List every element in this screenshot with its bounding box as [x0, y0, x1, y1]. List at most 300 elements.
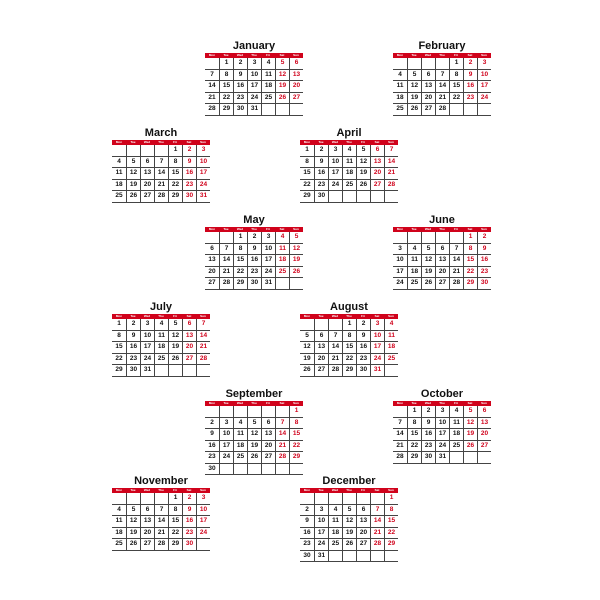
day-cell[interactable]: 14: [435, 81, 449, 93]
day-cell[interactable]: 23: [314, 180, 328, 192]
day-cell[interactable]: 29: [407, 452, 421, 464]
day-cell[interactable]: 24: [140, 354, 154, 366]
day-cell[interactable]: 20: [182, 342, 196, 354]
day-cell[interactable]: 29: [168, 539, 182, 551]
day-cell[interactable]: 16: [205, 441, 219, 453]
day-cell[interactable]: 22: [233, 267, 247, 279]
day-cell[interactable]: 28: [328, 365, 342, 377]
day-cell[interactable]: 15: [407, 429, 421, 441]
day-cell[interactable]: 14: [219, 255, 233, 267]
day-cell[interactable]: 11: [261, 70, 275, 82]
day-cell[interactable]: 2: [477, 232, 491, 244]
day-cell[interactable]: 17: [477, 81, 491, 93]
day-cell[interactable]: 5: [421, 244, 435, 256]
day-cell[interactable]: 14: [154, 516, 168, 528]
day-cell[interactable]: 17: [328, 168, 342, 180]
day-cell[interactable]: 1: [300, 145, 314, 157]
day-cell[interactable]: 7: [370, 505, 384, 517]
day-cell[interactable]: 7: [393, 418, 407, 430]
day-cell[interactable]: 9: [463, 70, 477, 82]
day-cell[interactable]: 16: [300, 528, 314, 540]
day-cell[interactable]: 27: [140, 191, 154, 203]
day-cell[interactable]: 18: [449, 429, 463, 441]
day-cell[interactable]: 12: [356, 157, 370, 169]
day-cell[interactable]: 21: [393, 441, 407, 453]
day-cell[interactable]: 18: [112, 180, 126, 192]
day-cell[interactable]: 13: [314, 342, 328, 354]
day-cell[interactable]: 11: [407, 255, 421, 267]
day-cell[interactable]: 20: [140, 528, 154, 540]
day-cell[interactable]: 13: [477, 418, 491, 430]
day-cell[interactable]: 28: [435, 104, 449, 116]
day-cell[interactable]: 7: [219, 244, 233, 256]
day-cell[interactable]: 28: [384, 180, 398, 192]
day-cell[interactable]: 31: [196, 191, 210, 203]
day-cell[interactable]: 24: [328, 180, 342, 192]
day-cell[interactable]: 22: [219, 93, 233, 105]
day-cell[interactable]: 11: [342, 157, 356, 169]
day-cell[interactable]: 27: [205, 278, 219, 290]
day-cell[interactable]: 20: [435, 267, 449, 279]
day-cell[interactable]: 16: [233, 81, 247, 93]
day-cell[interactable]: 19: [168, 342, 182, 354]
day-cell[interactable]: 4: [275, 232, 289, 244]
day-cell[interactable]: 5: [126, 157, 140, 169]
day-cell[interactable]: 21: [219, 267, 233, 279]
day-cell[interactable]: 16: [463, 81, 477, 93]
day-cell[interactable]: 20: [261, 441, 275, 453]
day-cell[interactable]: 13: [205, 255, 219, 267]
day-cell[interactable]: 15: [463, 255, 477, 267]
day-cell[interactable]: 14: [275, 429, 289, 441]
day-cell[interactable]: 9: [300, 516, 314, 528]
day-cell[interactable]: 28: [205, 104, 219, 116]
day-cell[interactable]: 3: [477, 58, 491, 70]
day-cell[interactable]: 1: [168, 145, 182, 157]
day-cell[interactable]: 3: [435, 406, 449, 418]
day-cell[interactable]: 6: [370, 145, 384, 157]
day-cell[interactable]: 10: [370, 331, 384, 343]
day-cell[interactable]: 11: [233, 429, 247, 441]
day-cell[interactable]: 24: [196, 528, 210, 540]
day-cell[interactable]: 23: [233, 93, 247, 105]
day-cell[interactable]: 24: [477, 93, 491, 105]
day-cell[interactable]: 31: [140, 365, 154, 377]
day-cell[interactable]: 13: [421, 81, 435, 93]
day-cell[interactable]: 4: [449, 406, 463, 418]
day-cell[interactable]: 10: [393, 255, 407, 267]
day-cell[interactable]: 21: [328, 354, 342, 366]
day-cell[interactable]: 21: [154, 528, 168, 540]
day-cell[interactable]: 17: [370, 342, 384, 354]
day-cell[interactable]: 7: [196, 319, 210, 331]
day-cell[interactable]: 24: [219, 452, 233, 464]
day-cell[interactable]: 18: [261, 81, 275, 93]
day-cell[interactable]: 25: [261, 93, 275, 105]
day-cell[interactable]: 27: [261, 452, 275, 464]
day-cell[interactable]: 3: [196, 493, 210, 505]
day-cell[interactable]: 12: [247, 429, 261, 441]
day-cell[interactable]: 8: [112, 331, 126, 343]
day-cell[interactable]: 28: [449, 278, 463, 290]
day-cell[interactable]: 27: [370, 180, 384, 192]
day-cell[interactable]: 8: [342, 331, 356, 343]
day-cell[interactable]: 28: [154, 191, 168, 203]
day-cell[interactable]: 9: [356, 331, 370, 343]
day-cell[interactable]: 9: [182, 157, 196, 169]
day-cell[interactable]: 1: [463, 232, 477, 244]
day-cell[interactable]: 26: [463, 441, 477, 453]
day-cell[interactable]: 27: [356, 539, 370, 551]
day-cell[interactable]: 8: [300, 157, 314, 169]
day-cell[interactable]: 19: [300, 354, 314, 366]
day-cell[interactable]: 26: [421, 278, 435, 290]
day-cell[interactable]: 15: [168, 168, 182, 180]
day-cell[interactable]: 13: [356, 516, 370, 528]
day-cell[interactable]: 18: [393, 93, 407, 105]
day-cell[interactable]: 16: [126, 342, 140, 354]
day-cell[interactable]: 22: [449, 93, 463, 105]
day-cell[interactable]: 19: [126, 180, 140, 192]
day-cell[interactable]: 20: [421, 93, 435, 105]
day-cell[interactable]: 14: [205, 81, 219, 93]
day-cell[interactable]: 8: [463, 244, 477, 256]
day-cell[interactable]: 21: [205, 93, 219, 105]
day-cell[interactable]: 26: [126, 191, 140, 203]
day-cell[interactable]: 14: [196, 331, 210, 343]
day-cell[interactable]: 15: [233, 255, 247, 267]
day-cell[interactable]: 5: [407, 70, 421, 82]
day-cell[interactable]: 4: [233, 418, 247, 430]
day-cell[interactable]: 18: [407, 267, 421, 279]
day-cell[interactable]: 26: [356, 180, 370, 192]
day-cell[interactable]: 25: [112, 539, 126, 551]
day-cell[interactable]: 13: [261, 429, 275, 441]
day-cell[interactable]: 12: [342, 516, 356, 528]
day-cell[interactable]: 6: [314, 331, 328, 343]
day-cell[interactable]: 15: [219, 81, 233, 93]
day-cell[interactable]: 27: [182, 354, 196, 366]
day-cell[interactable]: 4: [154, 319, 168, 331]
day-cell[interactable]: 19: [275, 81, 289, 93]
day-cell[interactable]: 9: [421, 418, 435, 430]
day-cell[interactable]: 9: [126, 331, 140, 343]
day-cell[interactable]: 26: [275, 93, 289, 105]
day-cell[interactable]: 31: [314, 551, 328, 563]
day-cell[interactable]: 12: [289, 244, 303, 256]
day-cell[interactable]: 17: [196, 516, 210, 528]
day-cell[interactable]: 22: [463, 267, 477, 279]
day-cell[interactable]: 3: [328, 145, 342, 157]
day-cell[interactable]: 11: [393, 81, 407, 93]
day-cell[interactable]: 9: [233, 70, 247, 82]
day-cell[interactable]: 3: [196, 145, 210, 157]
day-cell[interactable]: 13: [289, 70, 303, 82]
day-cell[interactable]: 15: [112, 342, 126, 354]
day-cell[interactable]: 4: [384, 319, 398, 331]
day-cell[interactable]: 4: [112, 505, 126, 517]
day-cell[interactable]: 3: [314, 505, 328, 517]
day-cell[interactable]: 7: [435, 70, 449, 82]
day-cell[interactable]: 8: [407, 418, 421, 430]
day-cell[interactable]: 21: [196, 342, 210, 354]
day-cell[interactable]: 18: [233, 441, 247, 453]
day-cell[interactable]: 11: [449, 418, 463, 430]
day-cell[interactable]: 24: [435, 441, 449, 453]
day-cell[interactable]: 26: [407, 104, 421, 116]
day-cell[interactable]: 25: [393, 104, 407, 116]
day-cell[interactable]: 6: [182, 319, 196, 331]
day-cell[interactable]: 13: [182, 331, 196, 343]
day-cell[interactable]: 29: [233, 278, 247, 290]
day-cell[interactable]: 12: [300, 342, 314, 354]
day-cell[interactable]: 23: [300, 539, 314, 551]
day-cell[interactable]: 7: [275, 418, 289, 430]
day-cell[interactable]: 6: [205, 244, 219, 256]
day-cell[interactable]: 20: [289, 81, 303, 93]
day-cell[interactable]: 21: [384, 168, 398, 180]
day-cell[interactable]: 22: [300, 180, 314, 192]
day-cell[interactable]: 2: [421, 406, 435, 418]
day-cell[interactable]: 6: [421, 70, 435, 82]
day-cell[interactable]: 20: [370, 168, 384, 180]
day-cell[interactable]: 18: [112, 528, 126, 540]
day-cell[interactable]: 25: [407, 278, 421, 290]
day-cell[interactable]: 29: [289, 452, 303, 464]
day-cell[interactable]: 22: [384, 528, 398, 540]
day-cell[interactable]: 5: [275, 58, 289, 70]
day-cell[interactable]: 29: [168, 191, 182, 203]
day-cell[interactable]: 21: [154, 180, 168, 192]
day-cell[interactable]: 17: [247, 81, 261, 93]
day-cell[interactable]: 4: [393, 70, 407, 82]
day-cell[interactable]: 16: [356, 342, 370, 354]
day-cell[interactable]: 20: [140, 180, 154, 192]
day-cell[interactable]: 24: [393, 278, 407, 290]
day-cell[interactable]: 1: [342, 319, 356, 331]
day-cell[interactable]: 30: [356, 365, 370, 377]
day-cell[interactable]: 15: [384, 516, 398, 528]
day-cell[interactable]: 15: [168, 516, 182, 528]
day-cell[interactable]: 27: [289, 93, 303, 105]
day-cell[interactable]: 8: [219, 70, 233, 82]
day-cell[interactable]: 14: [384, 157, 398, 169]
day-cell[interactable]: 6: [435, 244, 449, 256]
day-cell[interactable]: 17: [393, 267, 407, 279]
day-cell[interactable]: 26: [126, 539, 140, 551]
day-cell[interactable]: 6: [356, 505, 370, 517]
day-cell[interactable]: 8: [233, 244, 247, 256]
day-cell[interactable]: 2: [300, 505, 314, 517]
day-cell[interactable]: 6: [289, 58, 303, 70]
day-cell[interactable]: 5: [463, 406, 477, 418]
day-cell[interactable]: 20: [477, 429, 491, 441]
day-cell[interactable]: 16: [421, 429, 435, 441]
day-cell[interactable]: 11: [275, 244, 289, 256]
day-cell[interactable]: 24: [314, 539, 328, 551]
day-cell[interactable]: 30: [477, 278, 491, 290]
day-cell[interactable]: 15: [449, 81, 463, 93]
day-cell[interactable]: 27: [477, 441, 491, 453]
day-cell[interactable]: 29: [219, 104, 233, 116]
day-cell[interactable]: 1: [168, 493, 182, 505]
day-cell[interactable]: 22: [289, 441, 303, 453]
day-cell[interactable]: 11: [328, 516, 342, 528]
day-cell[interactable]: 25: [328, 539, 342, 551]
day-cell[interactable]: 10: [196, 505, 210, 517]
day-cell[interactable]: 1: [384, 493, 398, 505]
day-cell[interactable]: 28: [219, 278, 233, 290]
day-cell[interactable]: 16: [182, 516, 196, 528]
day-cell[interactable]: 31: [370, 365, 384, 377]
day-cell[interactable]: 8: [168, 505, 182, 517]
day-cell[interactable]: 24: [370, 354, 384, 366]
day-cell[interactable]: 22: [407, 441, 421, 453]
day-cell[interactable]: 2: [182, 493, 196, 505]
day-cell[interactable]: 17: [435, 429, 449, 441]
day-cell[interactable]: 23: [356, 354, 370, 366]
day-cell[interactable]: 1: [233, 232, 247, 244]
day-cell[interactable]: 28: [393, 452, 407, 464]
day-cell[interactable]: 10: [261, 244, 275, 256]
day-cell[interactable]: 30: [421, 452, 435, 464]
day-cell[interactable]: 12: [463, 418, 477, 430]
day-cell[interactable]: 23: [477, 267, 491, 279]
day-cell[interactable]: 28: [275, 452, 289, 464]
day-cell[interactable]: 6: [140, 157, 154, 169]
day-cell[interactable]: 7: [328, 331, 342, 343]
day-cell[interactable]: 29: [384, 539, 398, 551]
day-cell[interactable]: 9: [205, 429, 219, 441]
day-cell[interactable]: 11: [154, 331, 168, 343]
day-cell[interactable]: 14: [154, 168, 168, 180]
day-cell[interactable]: 18: [275, 255, 289, 267]
day-cell[interactable]: 8: [168, 157, 182, 169]
day-cell[interactable]: 22: [168, 180, 182, 192]
day-cell[interactable]: 30: [205, 464, 219, 476]
day-cell[interactable]: 16: [182, 168, 196, 180]
day-cell[interactable]: 2: [356, 319, 370, 331]
day-cell[interactable]: 14: [449, 255, 463, 267]
day-cell[interactable]: 2: [233, 58, 247, 70]
day-cell[interactable]: 30: [300, 551, 314, 563]
day-cell[interactable]: 24: [247, 93, 261, 105]
day-cell[interactable]: 13: [435, 255, 449, 267]
day-cell[interactable]: 2: [182, 145, 196, 157]
day-cell[interactable]: 4: [342, 145, 356, 157]
day-cell[interactable]: 8: [384, 505, 398, 517]
day-cell[interactable]: 16: [477, 255, 491, 267]
day-cell[interactable]: 19: [463, 429, 477, 441]
day-cell[interactable]: 16: [314, 168, 328, 180]
day-cell[interactable]: 24: [261, 267, 275, 279]
day-cell[interactable]: 29: [342, 365, 356, 377]
day-cell[interactable]: 7: [384, 145, 398, 157]
day-cell[interactable]: 5: [342, 505, 356, 517]
day-cell[interactable]: 23: [421, 441, 435, 453]
day-cell[interactable]: 20: [205, 267, 219, 279]
day-cell[interactable]: 18: [328, 528, 342, 540]
day-cell[interactable]: 17: [219, 441, 233, 453]
day-cell[interactable]: 22: [112, 354, 126, 366]
day-cell[interactable]: 21: [449, 267, 463, 279]
day-cell[interactable]: 8: [449, 70, 463, 82]
day-cell[interactable]: 11: [384, 331, 398, 343]
day-cell[interactable]: 6: [261, 418, 275, 430]
day-cell[interactable]: 26: [300, 365, 314, 377]
day-cell[interactable]: 12: [407, 81, 421, 93]
day-cell[interactable]: 3: [393, 244, 407, 256]
day-cell[interactable]: 12: [126, 516, 140, 528]
day-cell[interactable]: 1: [449, 58, 463, 70]
day-cell[interactable]: 4: [261, 58, 275, 70]
day-cell[interactable]: 19: [356, 168, 370, 180]
day-cell[interactable]: 1: [112, 319, 126, 331]
day-cell[interactable]: 22: [168, 528, 182, 540]
day-cell[interactable]: 17: [140, 342, 154, 354]
day-cell[interactable]: 29: [300, 191, 314, 203]
day-cell[interactable]: 10: [196, 157, 210, 169]
day-cell[interactable]: 18: [154, 342, 168, 354]
day-cell[interactable]: 13: [370, 157, 384, 169]
day-cell[interactable]: 5: [356, 145, 370, 157]
day-cell[interactable]: 25: [342, 180, 356, 192]
day-cell[interactable]: 3: [247, 58, 261, 70]
day-cell[interactable]: 9: [247, 244, 261, 256]
day-cell[interactable]: 3: [370, 319, 384, 331]
day-cell[interactable]: 5: [247, 418, 261, 430]
day-cell[interactable]: 10: [435, 418, 449, 430]
day-cell[interactable]: 10: [219, 429, 233, 441]
day-cell[interactable]: 5: [168, 319, 182, 331]
day-cell[interactable]: 18: [384, 342, 398, 354]
day-cell[interactable]: 10: [140, 331, 154, 343]
day-cell[interactable]: 3: [219, 418, 233, 430]
day-cell[interactable]: 4: [407, 244, 421, 256]
day-cell[interactable]: 17: [314, 528, 328, 540]
day-cell[interactable]: 23: [182, 180, 196, 192]
day-cell[interactable]: 17: [196, 168, 210, 180]
day-cell[interactable]: 27: [435, 278, 449, 290]
day-cell[interactable]: 7: [205, 70, 219, 82]
day-cell[interactable]: 1: [407, 406, 421, 418]
day-cell[interactable]: 20: [314, 354, 328, 366]
day-cell[interactable]: 14: [328, 342, 342, 354]
day-cell[interactable]: 15: [342, 342, 356, 354]
day-cell[interactable]: 19: [289, 255, 303, 267]
day-cell[interactable]: 13: [140, 516, 154, 528]
day-cell[interactable]: 31: [247, 104, 261, 116]
day-cell[interactable]: 5: [300, 331, 314, 343]
day-cell[interactable]: 9: [314, 157, 328, 169]
day-cell[interactable]: 2: [247, 232, 261, 244]
day-cell[interactable]: 19: [126, 528, 140, 540]
day-cell[interactable]: 5: [126, 505, 140, 517]
day-cell[interactable]: 19: [247, 441, 261, 453]
day-cell[interactable]: 29: [463, 278, 477, 290]
day-cell[interactable]: 23: [126, 354, 140, 366]
day-cell[interactable]: 25: [384, 354, 398, 366]
day-cell[interactable]: 21: [435, 93, 449, 105]
day-cell[interactable]: 25: [154, 354, 168, 366]
day-cell[interactable]: 6: [477, 406, 491, 418]
day-cell[interactable]: 5: [289, 232, 303, 244]
day-cell[interactable]: 7: [154, 505, 168, 517]
day-cell[interactable]: 28: [196, 354, 210, 366]
day-cell[interactable]: 25: [233, 452, 247, 464]
day-cell[interactable]: 17: [261, 255, 275, 267]
day-cell[interactable]: 30: [247, 278, 261, 290]
